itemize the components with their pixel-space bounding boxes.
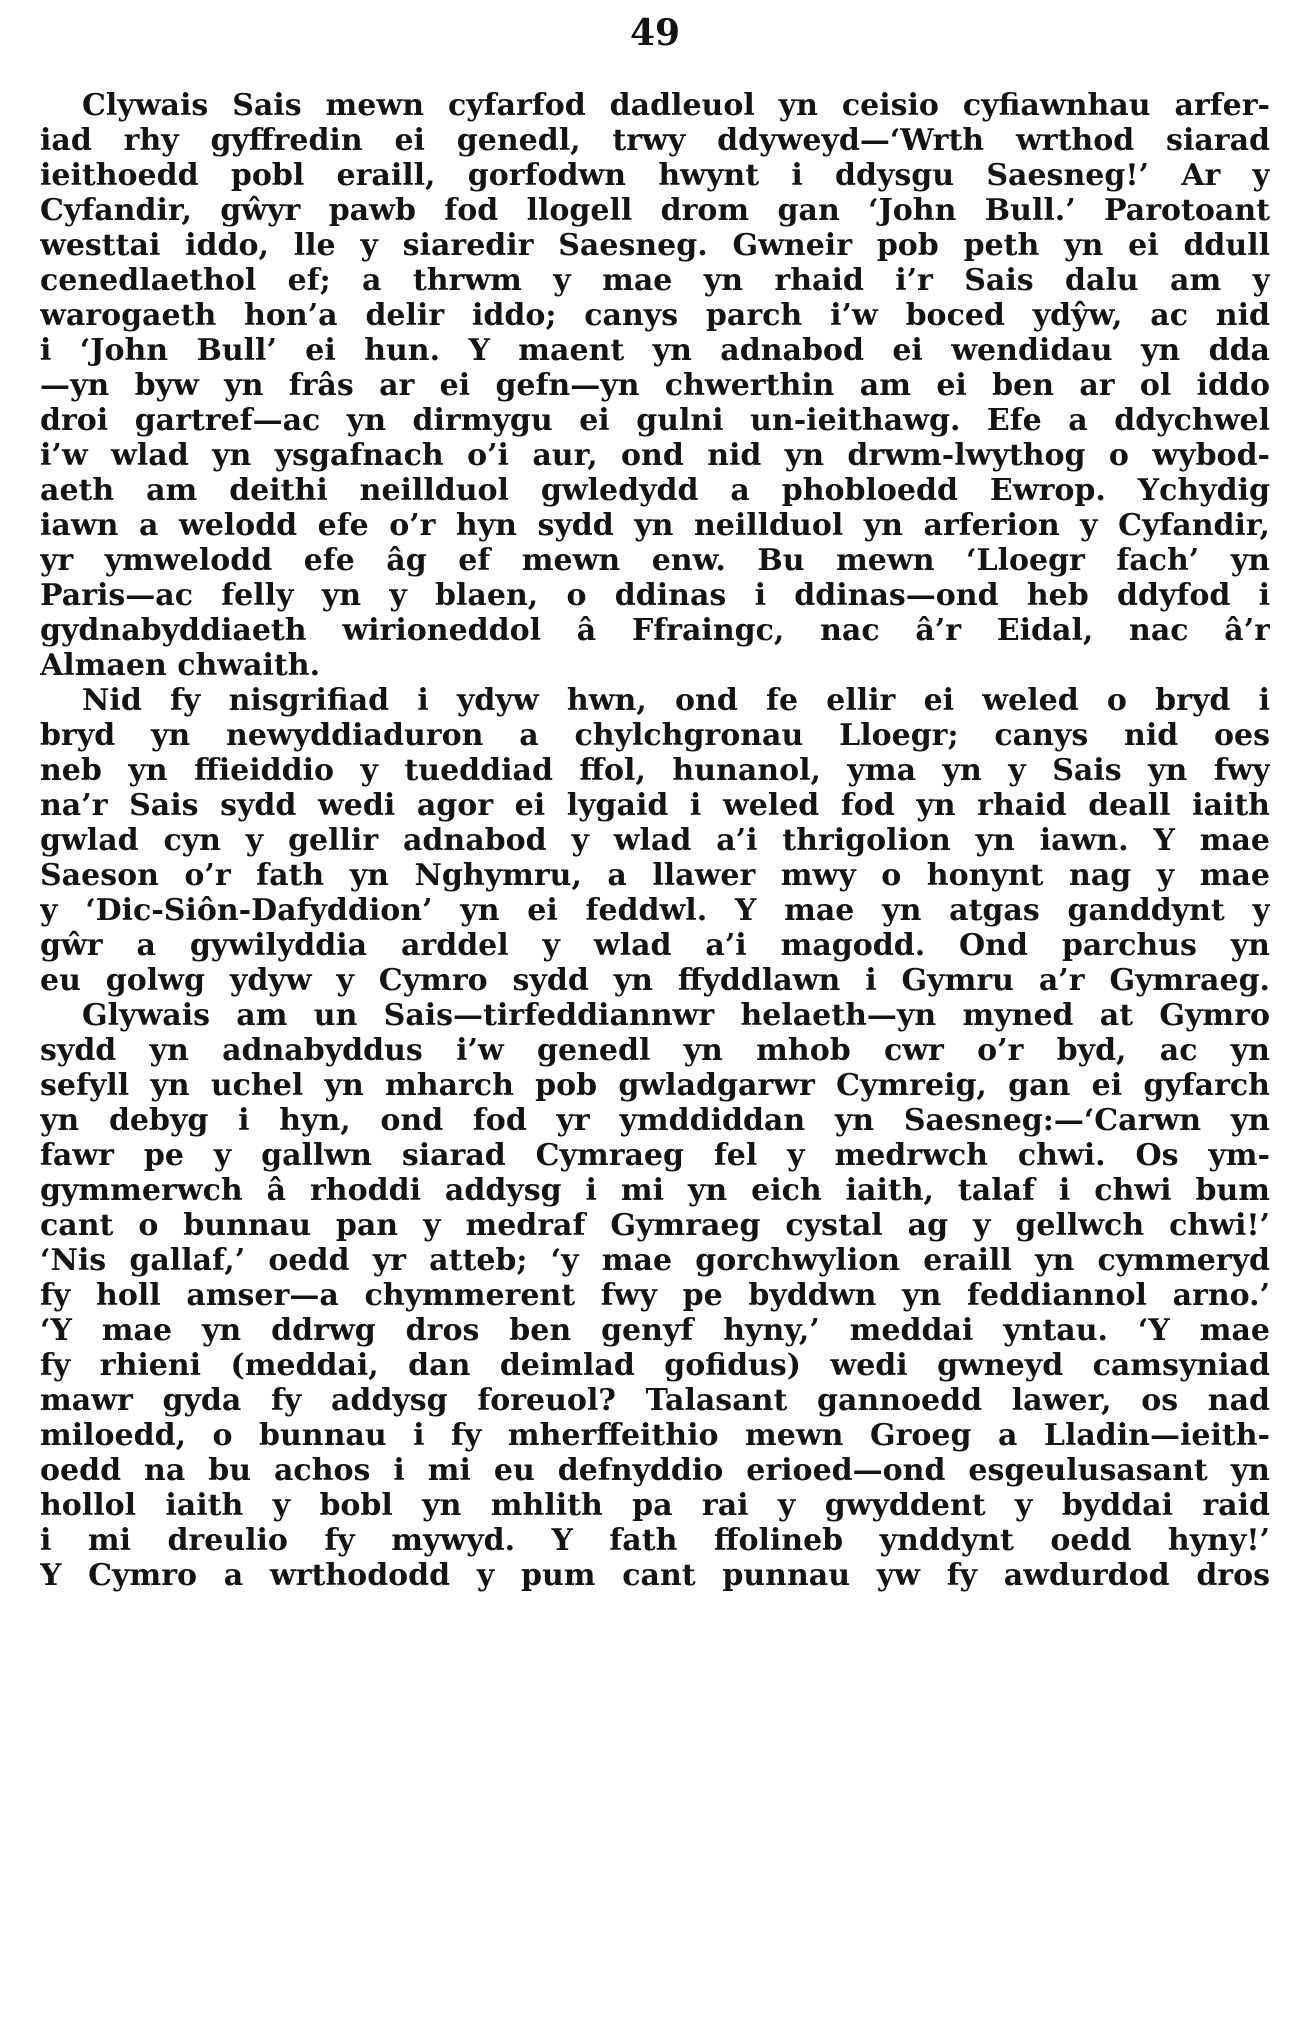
text-line: sefyll yn uchel yn mharch pob gwladgarwr Cymreig, gan ei gyfarch bbox=[40, 1068, 1270, 1103]
text-line: cant o bunnau pan y medraf Gymraeg cystal ag y gellwch chwi!’ bbox=[40, 1208, 1270, 1243]
text-line: gydnabyddiaeth wirioneddol â Ffraingc, nac â’r Eidal, nac â’r bbox=[40, 613, 1270, 648]
text-line: Glywais am un Sais—tirfeddiannwr helaeth—yn myned at Gymro bbox=[82, 998, 1270, 1033]
text-line: gŵr a gywilyddia arddel y wlad a’i magodd. Ond parchus yn bbox=[40, 928, 1270, 963]
text-line: Cyfandir, gŵyr pawb fod llogell drom gan ‘John Bull.’ Parotoant bbox=[40, 193, 1270, 228]
text-line: Almaen chwaith. bbox=[40, 648, 321, 683]
text-line: droi gartref—ac yn dirmygu ei gulni un-ieithawg. Efe a ddychwel bbox=[40, 403, 1270, 438]
page-number: 49 bbox=[629, 12, 681, 54]
text-line: fy rhieni (meddai, dan deimlad gofidus) wedi gwneyd camsyniad bbox=[40, 1348, 1270, 1383]
text-line: na’r Sais sydd wedi agor ei lygaid i weled fod yn rhaid deall iaith bbox=[40, 788, 1270, 823]
text-line: sydd yn adnabyddus i’w genedl yn mhob cwr o’r byd, ac yn bbox=[40, 1033, 1270, 1068]
text-line: ‘Nis gallaf,’ oedd yr atteb; ‘y mae gorchwylion eraill yn cymmeryd bbox=[40, 1243, 1270, 1278]
text-line: iad rhy gyffredin ei genedl, trwy ddyweyd—‘Wrth wrthod siarad bbox=[40, 123, 1270, 158]
text-line: Y Cymro a wrthododd y pum cant punnau yw fy awdurdod dros bbox=[40, 1558, 1270, 1593]
book-page bbox=[40, 0, 1270, 2022]
text-line: fawr pe y gallwn siarad Cymraeg fel y medrwch chwi. Os ym- bbox=[40, 1138, 1270, 1173]
text-line: y ‘Dic-Siôn-Dafyddion’ yn ei feddwl. Y mae yn atgas ganddynt y bbox=[40, 893, 1270, 928]
text-line: gymmerwch â rhoddi addysg i mi yn eich iaith, talaf i chwi bum bbox=[40, 1173, 1270, 1208]
body-text bbox=[40, 88, 1270, 1593]
text-line: gwlad cyn y gellir adnabod y wlad a’i thrigolion yn iawn. Y mae bbox=[40, 823, 1270, 858]
text-line: iawn a welodd efe o’r hyn sydd yn neillduol yn arferion y Cyfandir, bbox=[40, 508, 1270, 543]
text-line: oedd na bu achos i mi eu defnyddio erioed—ond esgeulusasant yn bbox=[40, 1453, 1270, 1488]
text-line: i’w wlad yn ysgafnach o’i aur, ond nid yn drwm-lwythog o wybod- bbox=[40, 438, 1270, 473]
text-line: westtai iddo, lle y siaredir Saesneg. Gwneir pob peth yn ei ddull bbox=[40, 228, 1270, 263]
text-line: i mi dreulio fy mywyd. Y fath ffolineb ynddynt oedd hyny!’ bbox=[40, 1523, 1270, 1558]
text-line: hollol iaith y bobl yn mhlith pa rai y gwyddent y byddai raid bbox=[40, 1488, 1270, 1523]
text-line: ‘Y mae yn ddrwg dros ben genyf hyny,’ meddai yntau. ‘Y mae bbox=[40, 1313, 1270, 1348]
text-line: neb yn ffieiddio y tueddiad ffol, hunanol, yma yn y Sais yn fwy bbox=[40, 753, 1270, 788]
text-line: Clywais Sais mewn cyfarfod dadleuol yn ceisio cyfiawnhau arfer- bbox=[82, 88, 1270, 123]
text-line: Saeson o’r fath yn Nghymru, a llawer mwy o honynt nag y mae bbox=[40, 858, 1270, 893]
text-line: yr ymwelodd efe âg ef mewn enw. Bu mewn ‘Lloegr fach’ yn bbox=[40, 543, 1270, 578]
text-line: cenedlaethol ef; a thrwm y mae yn rhaid i’r Sais dalu am y bbox=[40, 263, 1270, 298]
text-line: i ‘John Bull’ ei hun. Y maent yn adnabod ei wendidau yn dda bbox=[40, 333, 1270, 368]
text-line: eu golwg ydyw y Cymro sydd yn ffyddlawn i Gymru a’r Gymraeg. bbox=[40, 963, 1270, 998]
text-line: —yn byw yn frâs ar ei gefn—yn chwerthin am ei ben ar ol iddo bbox=[40, 368, 1270, 403]
text-line: Paris—ac felly yn y blaen, o ddinas i ddinas—ond heb ddyfod i bbox=[40, 578, 1270, 613]
text-line: aeth am deithi neillduol gwledydd a phobloedd Ewrop. Ychydig bbox=[40, 473, 1270, 508]
text-line: bryd yn newyddiaduron a chylchgronau Lloegr; canys nid oes bbox=[40, 718, 1270, 753]
text-line: Nid fy nisgrifiad i ydyw hwn, ond fe ellir ei weled o bryd i bbox=[82, 683, 1270, 718]
text-line: warogaeth hon’a delir iddo; canys parch i’w boced ydŷw, ac nid bbox=[40, 298, 1270, 333]
text-line: mawr gyda fy addysg foreuol? Talasant gannoedd lawer, os nad bbox=[40, 1383, 1270, 1418]
text-line: miloedd, o bunnau i fy mherffeithio mewn Groeg a Lladin—ieith- bbox=[40, 1418, 1270, 1453]
text-line: yn debyg i hyn, ond fod yr ymddiddan yn Saesneg:—‘Carwn yn bbox=[40, 1103, 1270, 1138]
text-line: fy holl amser—a chymmerent fwy pe byddwn yn feddiannol arno.’ bbox=[40, 1278, 1270, 1313]
text-line: ieithoedd pobl eraill, gorfodwn hwynt i ddysgu Saesneg!’ Ar y bbox=[40, 158, 1270, 193]
